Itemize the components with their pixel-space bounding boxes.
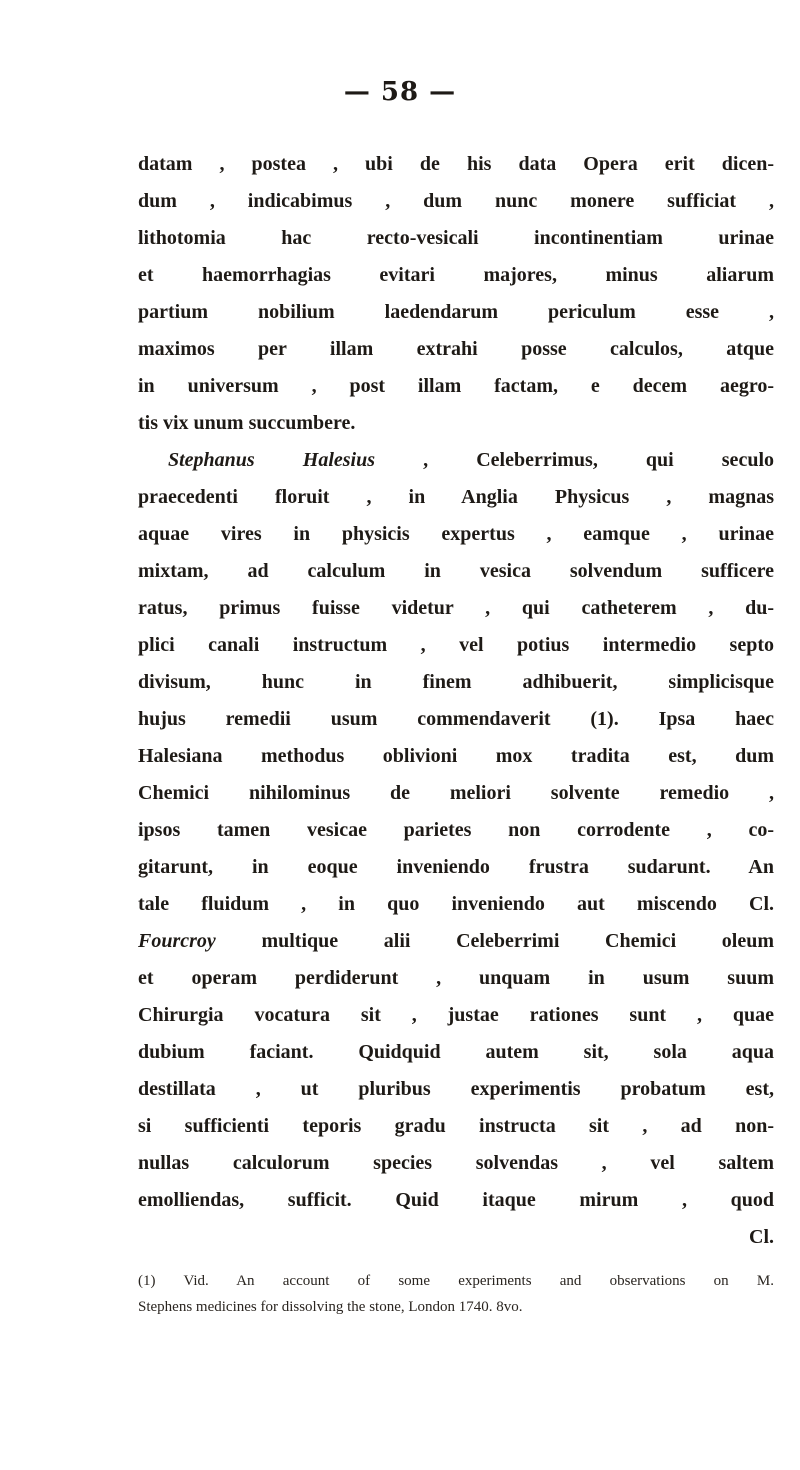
text-line: dubium faciant. Quidquid autem sit, sola aqua [138,1041,774,1063]
text-line: praecedenti floruit , in Anglia Physicus , magnas [138,486,774,508]
text-line: maximos per illam extrahi posse calculos, atque [138,338,774,360]
text-line: mixtam, ad calculum in vesica solvendum sufficere [138,560,774,582]
text-line: et operam perdiderunt , unquam in usum suum [138,967,774,989]
text-line: nullas calculorum species solvendas , vel saltem [138,1152,774,1174]
text-line: ratus, primus fuisse videtur , qui catheterem , du- [138,597,774,619]
text-line: hujus remedii usum commendaverit (1). Ipsa haec [138,708,774,730]
author-name: Fourcroy [138,930,216,952]
text-line: divisum, hunc in finem adhibuerit, simplicisque [138,671,774,693]
text-fragment: multique alii Celeberrimi Chemici oleum [261,930,774,952]
text-line: gitarunt, in eoque inveniendo frustra sudarunt. An [138,856,774,878]
catchword: Cl. [749,1226,774,1248]
text-line: lithotomia hac recto-vesicali incontinentiam urinae [138,227,774,249]
text-line: Halesiana methodus oblivioni mox tradita est, dum [138,745,774,767]
text-line: tale fluidum , in quo inveniendo aut miscendo Cl. [138,893,774,915]
footnote-line: (1) Vid. An account of some experiments and observations on M. [138,1273,774,1289]
text-line: in universum , post illam factam, e decem aegro- [138,375,774,397]
text-line: Chemici nihilominus de meliori solvente remedio , [138,782,774,804]
text-line: tis vix unum succumbere. [138,412,356,434]
text-line: aquae vires in physicis expertus , eamque , urinae [138,523,774,545]
text-line: ipsos tamen vesicae parietes non corrodente , co- [138,819,774,841]
text-line: destillata , ut pluribus experimentis probatum est, [138,1078,774,1100]
text-line: et haemorrhagias evitari majores, minus aliarum [138,264,774,286]
text-line: dum , indicabimus , dum nunc monere sufficiat , [138,190,774,212]
text-line: plici canali instructum , vel potius intermedio septo [138,634,774,656]
page-number: — 58 — [343,77,457,107]
text-fragment: , Celeberrimus, qui seculo [423,449,774,471]
text-line [138,923,774,960]
footnote-line: Stephens medicines for dissolving the stone, London 1740. 8vo. [138,1299,523,1315]
text-line: Chirurgia vocatura sit , justae rationes sunt , quae [138,1004,774,1026]
text-line [168,442,774,479]
text-line: datam , postea , ubi de his data Opera erit dicen- [138,153,774,175]
text-line: emolliendas, sufficit. Quid itaque mirum , quod [138,1189,774,1211]
text-line: si sufficienti teporis gradu instructa sit , ad non- [138,1115,774,1137]
author-name: Stephanus Halesius [168,449,376,471]
text-line: partium nobilium laedendarum periculum esse , [138,301,774,323]
